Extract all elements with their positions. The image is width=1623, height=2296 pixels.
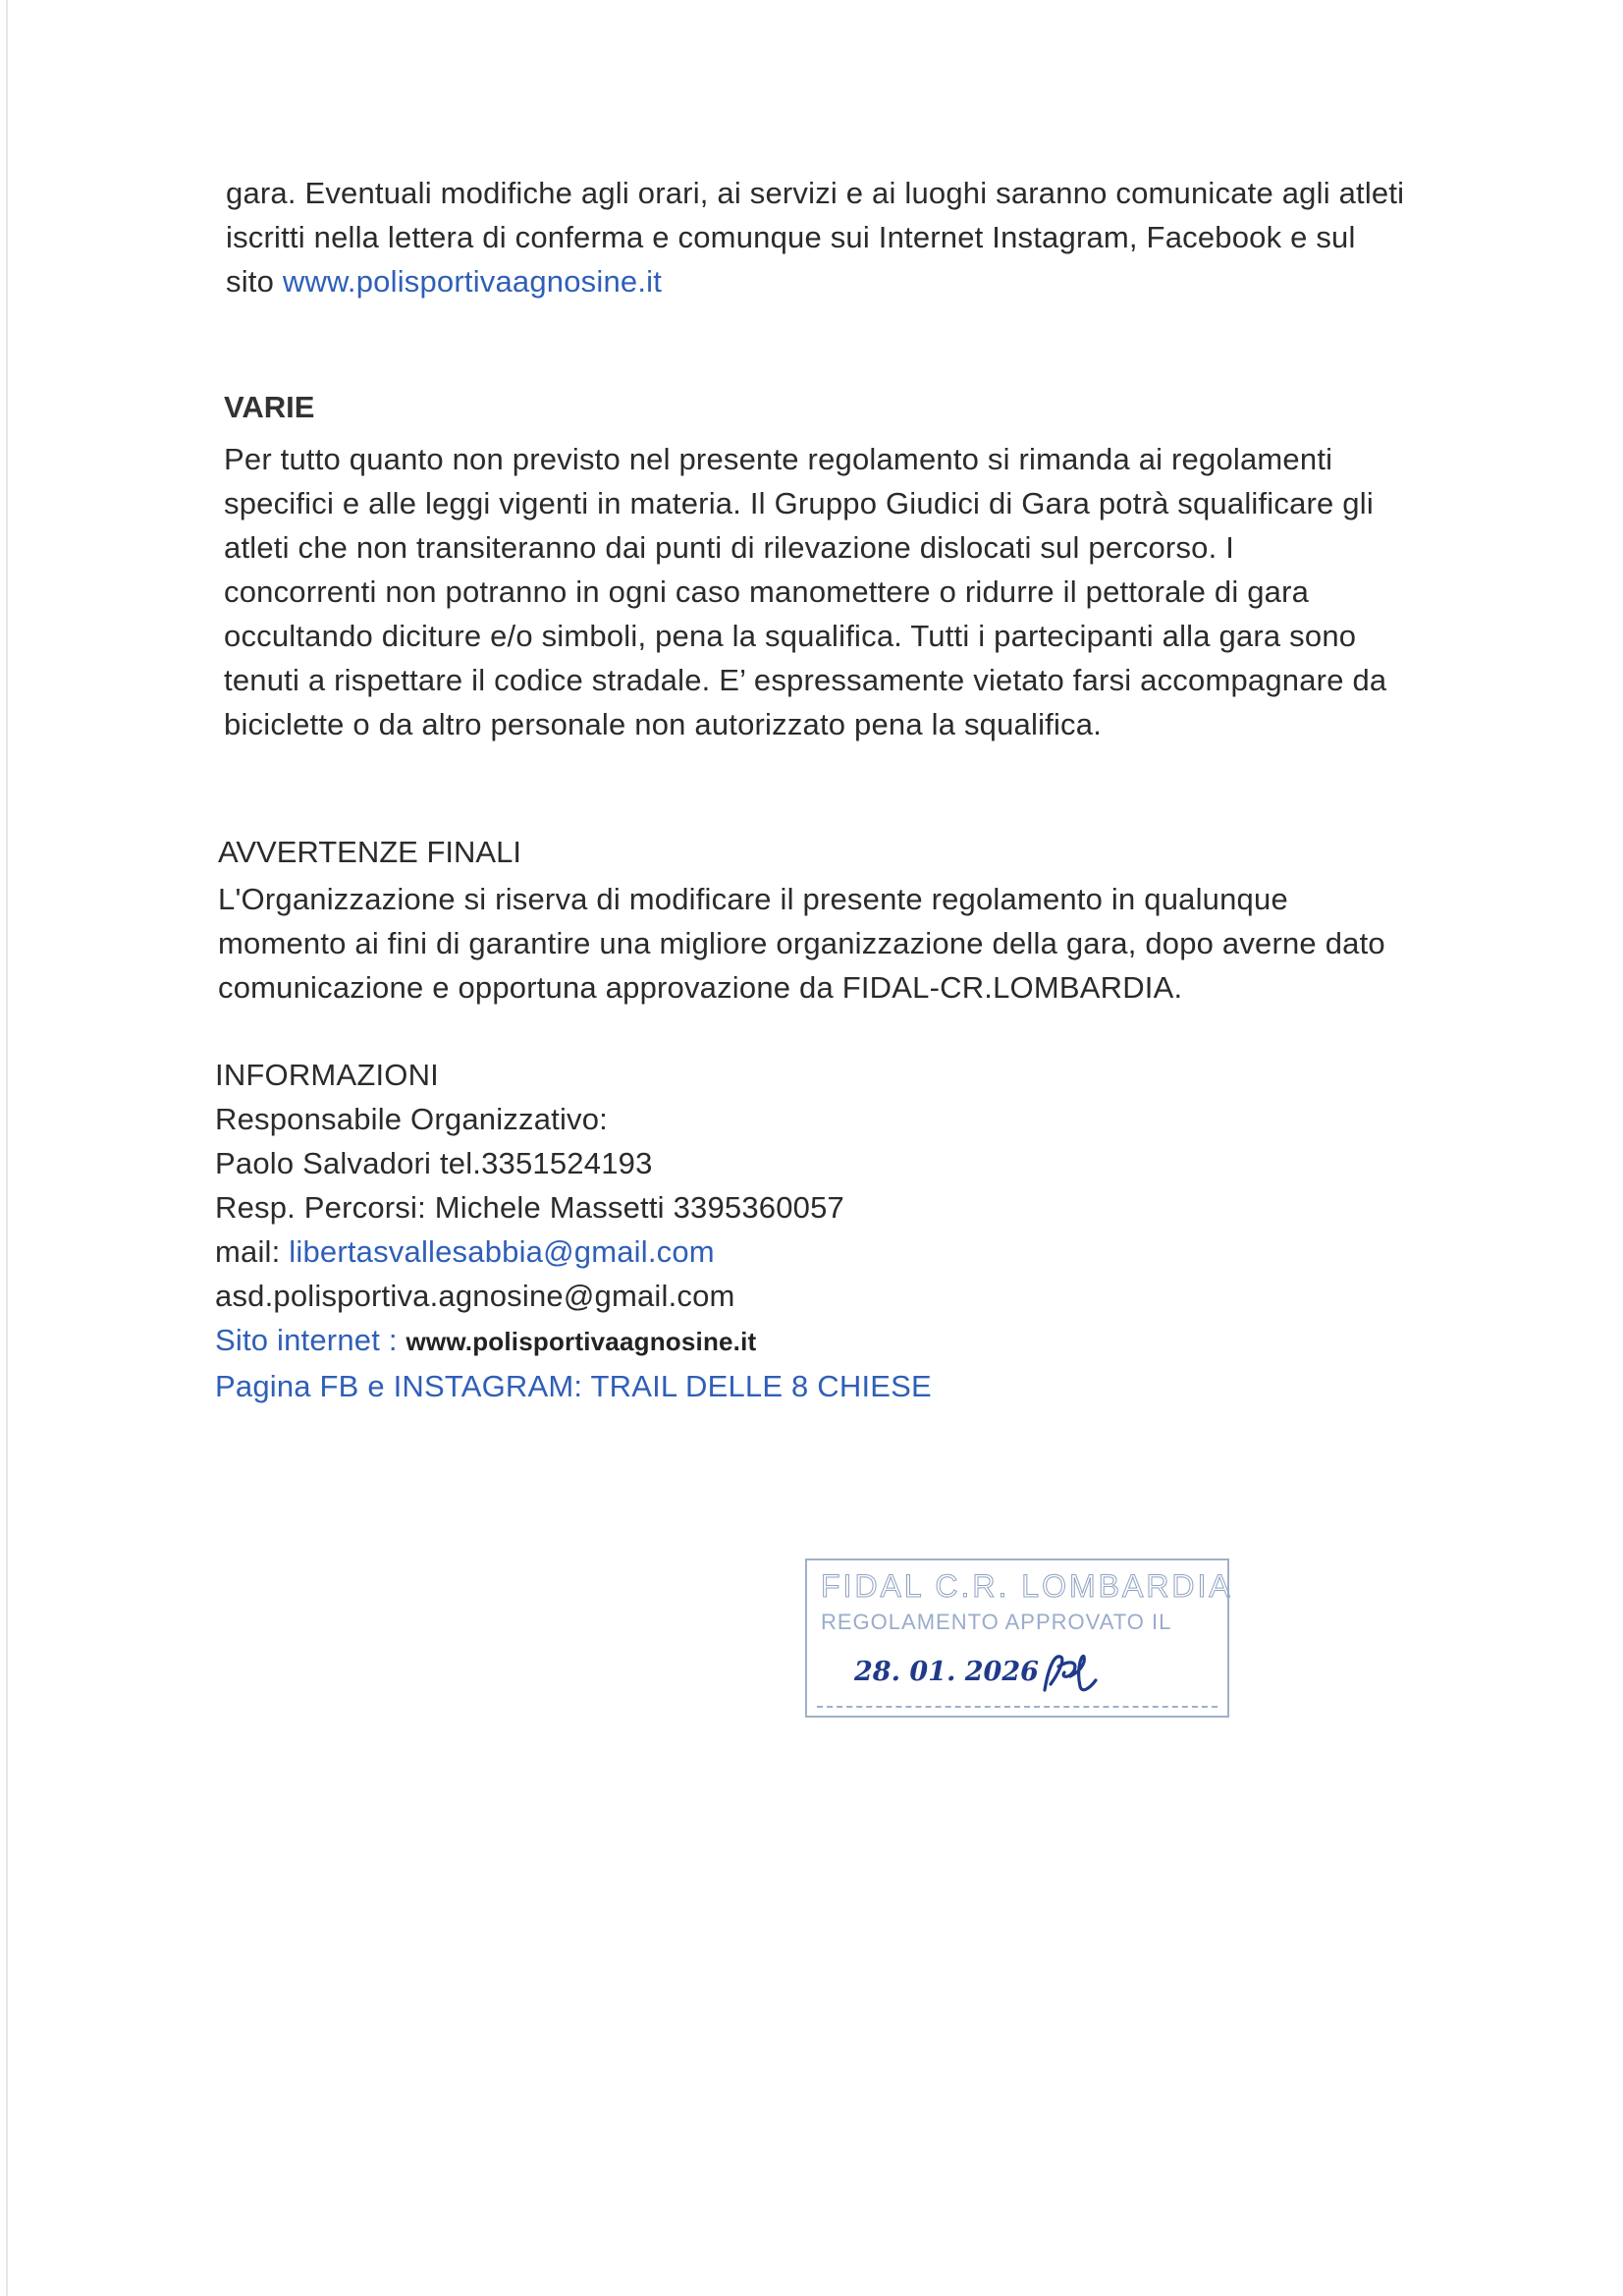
varie-line: tenuti a rispettare il codice stradale. E’ espressamente vietato farsi accompagnare da [224,663,1387,697]
sito-link[interactable]: www.polisportivaagnosine.it [406,1327,757,1356]
mail-prefix: mail: [215,1234,290,1269]
intro-line-3 [226,259,1404,303]
stamp-divider [817,1706,1217,1708]
informazioni-section [215,1053,932,1408]
responsabile-contact: Paolo Salvadori tel.3351524193 [215,1146,653,1180]
mail-link[interactable]: libertasvallesabbia@gmail.com [289,1234,715,1269]
varie-heading: VARIE [224,390,315,424]
varie-line: concorrenti non potranno in ogni caso manomettere o ridurre il pettorale di gara [224,574,1310,609]
social-line: Pagina FB e INSTAGRAM: TRAIL DELLE 8 CHIESE [215,1369,932,1403]
varie-paragraph [224,437,1386,746]
intro-line-3-prefix: sito [226,264,283,299]
avvertenze-line: L'Organizzazione si riserva di modificare il presente regolamento in qualunque [218,882,1288,916]
varie-line: specifici e alle leggi vigenti in materia. Il Gruppo Giudici di Gara potrà squalificare gli [224,486,1374,520]
avvertenze-heading: AVVERTENZE FINALI [218,835,521,869]
signature-icon [1035,1647,1104,1702]
intro-paragraph [226,171,1404,303]
responsabile-label: Responsabile Organizzativo: [215,1102,608,1136]
sito-label: Sito internet : [215,1323,406,1357]
intro-line-2: iscritti nella lettera di conferma e comunque sui Internet Instagram, Facebook e sul [226,220,1356,254]
avvertenze-line: comunicazione e opportuna approvazione da FIDAL-CR.LOMBARDIA. [218,970,1183,1005]
approval-stamp [805,1558,1233,1718]
percorsi-contact: Resp. Percorsi: Michele Massetti 3395360057 [215,1190,844,1225]
website-link[interactable]: www.polisportivaagnosine.it [282,264,663,299]
varie-line: Per tutto quanto non previsto nel presente regolamento si rimanda ai regolamenti [224,442,1333,476]
mail-line [215,1230,932,1274]
sito-line [215,1318,932,1364]
stamp-subtitle: REGOLAMENTO APPROVATO IL [821,1610,1172,1634]
avvertenze-paragraph [218,877,1385,1010]
informazioni-heading: INFORMAZIONI [215,1058,439,1092]
varie-line: biciclette o da altro personale non autorizzato pena la squalifica. [224,707,1103,741]
avvertenze-line: momento ai fini di garantire una migliore organizzazione della gara, dopo averne dato [218,926,1385,960]
stamp-title: FIDAL C.R. LOMBARDIA [821,1568,1233,1604]
intro-line-1: gara. Eventuali modifiche agli orari, ai servizi e ai luoghi saranno comunicate agli atleti [226,176,1405,210]
mail2-line: asd.polisportiva.agnosine@gmail.com [215,1279,735,1313]
stamp-date: 28. 01. 2026 [854,1657,1039,1687]
varie-line: occultando diciture e/o simboli, pena la squalifica. Tutti i partecipanti alla gara sono [224,619,1357,653]
page-edge [6,0,8,2296]
varie-line: atleti che non transiteranno dai punti di rilevazione dislocati sul percorso. I [224,530,1235,565]
